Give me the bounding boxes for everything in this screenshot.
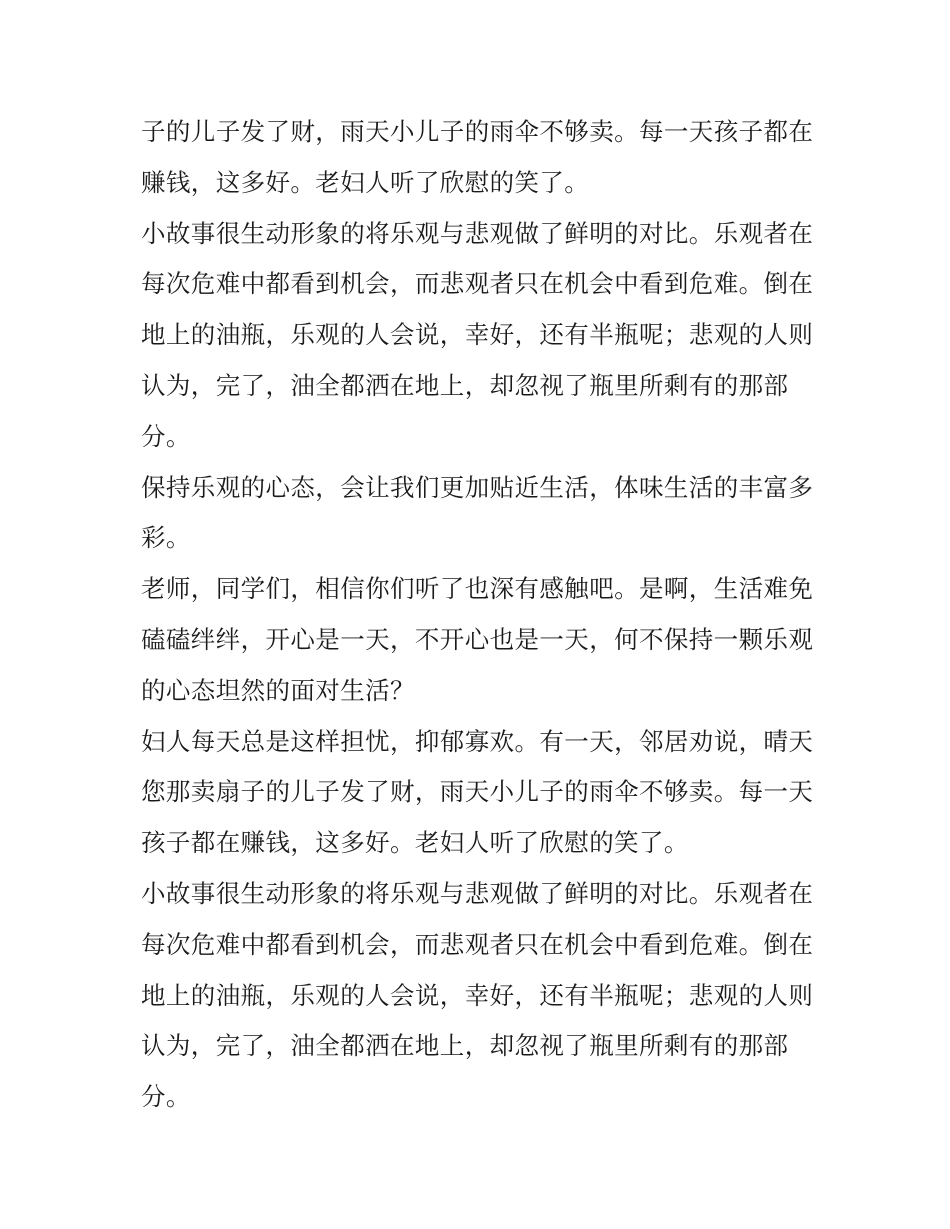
text-line: 地上的油瓶，乐观的人会说，幸好，还有半瓶呢；悲观的人则: [141, 980, 814, 1010]
text-line: 小故事很生动形象的将乐观与悲观做了鲜明的对比。乐观者在: [141, 218, 814, 248]
text-line: 每次危难中都看到机会，而悲观者只在机会中看到危难。倒在: [141, 929, 814, 959]
text-line: 的心态坦然的面对生活？: [141, 675, 415, 705]
text-line: 分。: [141, 421, 191, 451]
document-body: [141, 107, 821, 1123]
text-line: 老师，同学们，相信你们听了也深有感触吧。是啊，生活难免: [141, 574, 814, 604]
text-line: 磕磕绊绊，开心是一天，不开心也是一天，何不保持一颗乐观: [141, 624, 814, 654]
text-line: 彩。: [141, 523, 191, 553]
text-line: 地上的油瓶，乐观的人会说，幸好，还有半瓶呢；悲观的人则: [141, 320, 814, 350]
text-line: 小故事很生动形象的将乐观与悲观做了鲜明的对比。乐观者在: [141, 878, 814, 908]
text-line: 分。: [141, 1082, 191, 1112]
text-line: 妇人每天总是这样担忧，抑郁寡欢。有一天，邻居劝说，晴天: [141, 726, 814, 756]
text-line: 孩子都在赚钱，这多好。老妇人听了欣慰的笑了。: [141, 828, 689, 858]
text-line: 认为，完了，油全都洒在地上，却忽视了瓶里所剩有的那部: [141, 370, 789, 400]
text-line: 子的儿子发了财，雨天小儿子的雨伞不够卖。每一天孩子都在: [141, 117, 814, 146]
text-line: 每次危难中都看到机会，而悲观者只在机会中看到危难。倒在: [141, 269, 814, 299]
text-line: 认为，完了，油全都洒在地上，却忽视了瓶里所剩有的那部: [141, 1031, 789, 1061]
text-line: 您那卖扇子的儿子发了财，雨天小儿子的雨伞不够卖。每一天: [141, 777, 814, 807]
text-line: 保持乐观的心态，会让我们更加贴近生活，体味生活的丰富多: [141, 472, 814, 502]
text-line: 赚钱，这多好。老妇人听了欣慰的笑了。: [141, 167, 590, 197]
